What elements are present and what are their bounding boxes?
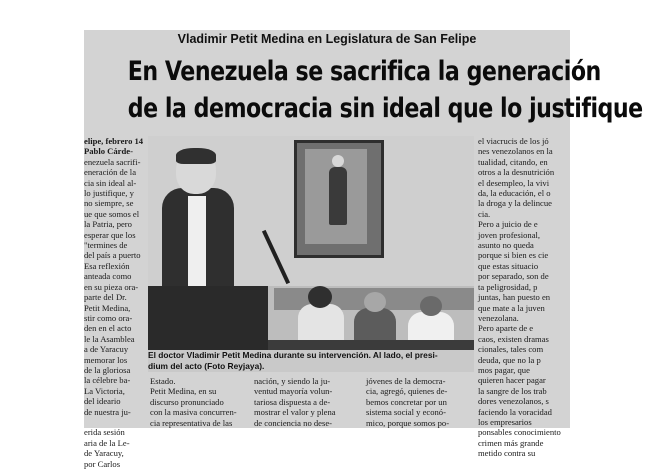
text-line: que estas situacio [478,260,539,271]
portrait-painting [294,140,384,258]
text-line [84,417,146,427]
painting-canvas [305,149,367,244]
text-line: den en el acto [84,323,132,334]
text-line: anteada como [84,271,132,282]
text-line: lo justifique, y [84,188,134,199]
left-column [84,136,146,469]
text-line: de nuestra ju- [84,406,131,417]
presidium-member-2-head [364,292,386,312]
text-line: ponsables conocimiento [478,427,561,438]
caption-line-1: El doctor Vladimir Petit Medina durante su intervención. Al lado, el presi- [148,350,438,360]
text-line: los empresarios [478,416,532,427]
text-line: cia. [478,208,491,219]
right-column [478,136,570,459]
text-line: metido contra su [478,448,536,459]
headline-line-1: En Venezuela se sacrifica la generación [127,56,601,87]
text-line: asunto no queda [478,240,534,251]
headline-line-2: de la democracia sin ideal que lo justifique [127,93,643,124]
text-line: jóvenes de la democra- [366,376,446,386]
text-line: que mate a la juven [478,302,545,313]
text-line: erida sesión [84,427,125,438]
text-line: ue que somos el [84,208,140,219]
text-line: bemos concretar por un [366,396,447,407]
text-line: cionales, tales com [478,344,544,355]
text-line: en su pieza ora- [84,281,139,292]
text-line: discurso pronunciado [150,396,224,407]
text-line: Esa reflexión [84,260,130,271]
text-line: por Carlos [84,458,121,469]
text-line: mico, porque somos po- [366,417,450,428]
photo-caption [148,350,474,372]
painting-figure-body [329,167,347,225]
text-line: tariosa dispuesta a de- [254,396,331,407]
text-line: La Victoria, [84,385,125,396]
dateline: elipe, febrero 14 [84,136,144,146]
speaker-hair [176,148,216,164]
text-line: otros a la desnutrición [478,167,555,178]
text-line: la célebre ba- [84,375,131,386]
text-line: cia sin ideal al- [84,177,137,188]
text-line: de la gloriosa [84,364,131,375]
text-line: de Yaracuy, [84,448,124,459]
text-line: ta peligrosidad, p [478,281,538,292]
newspaper-clipping [84,30,643,469]
text-line: el viacrucis de los jó [478,136,549,146]
text-line: la droga y la delincue [478,198,552,209]
text-line: stir como ora- [84,312,133,323]
text-line: el desempleo, la vivi [478,177,550,188]
text-line: la sangre de los trab [478,385,547,396]
text-line: por separado, son de [478,271,549,282]
text-line: Pero aparte de e [478,323,534,334]
byline: Pablo Cárde- [84,146,133,157]
text-line: dores venezolanos, s [478,396,549,407]
presidium-member-2 [354,308,396,344]
kicker-headline: Vladimir Petit Medina en Legislatura de San Felipe [177,32,477,46]
text-line: enezuela sacrifi- [84,156,141,167]
text-line: mos pagar, que [478,364,530,375]
text-line: cia, agregó, quienes de- [366,386,448,397]
text-line: del país a puerto [84,250,141,261]
text-line: nación, y siendo la ju- [254,376,331,386]
text-line: Pero a juicio de e [478,219,538,230]
below-column-1 [150,376,250,428]
text-line: le la Asamblea [84,333,135,344]
text-line: eneración de la [84,167,137,178]
text-line: quieren hacer pagar [478,375,546,386]
text-line: faciendo la voracidad [478,406,552,417]
text-line: esperar que los [84,229,136,240]
below-column-3 [366,376,476,428]
text-line: joven profesional, [478,229,541,240]
below-column-2 [254,376,362,428]
text-line: con la masiva concurren- [150,407,237,418]
text-line: caos, existen dramas [478,333,549,344]
text-line: a de Yaracuy [84,344,129,355]
text-line: nes venezolanos en la [478,146,553,157]
text-line: sistema social y econó- [366,407,446,418]
text-line: la Patria, pero [84,219,132,230]
caption-line-2: dium del acto (Foto Reyjaya). [148,360,265,371]
text-line: venezolana. [478,312,519,323]
text-line: juntas, han puesto en [478,292,551,303]
text-line: mostrar el valor y plena [254,407,336,418]
text-line: del ideario [84,396,121,407]
text-line: Estado. [150,376,176,386]
presidium-member-3-head [420,296,442,316]
text-line: deuda, que no la p [478,354,541,365]
text-line: "termines de [84,240,128,251]
text-line: aria de la Le- [84,437,130,448]
news-photo [148,136,474,370]
text-line: porque si bien es cie [478,250,549,261]
text-line: Petit Medina, en su [150,386,217,397]
text-line: crimen más grande [478,437,544,448]
presidium-member-1-head [308,286,332,308]
text-line: parte del Dr. [84,292,127,303]
text-line: tualidad, citando, en [478,156,548,167]
text-line: da, la educación, el o [478,188,551,199]
text-line: cia representativa de las [150,417,233,428]
text-line: Petit Medina, [84,302,131,313]
speaker-shirt [188,196,206,286]
painting-figure-head [332,155,344,167]
text-line: memorar los [84,354,128,365]
presidium-member-1 [298,304,344,344]
text-line: de conciencia no dese- [254,417,333,428]
text-line: no siempre, se [84,198,134,209]
text-line: ventud mayoría volun- [254,386,333,397]
